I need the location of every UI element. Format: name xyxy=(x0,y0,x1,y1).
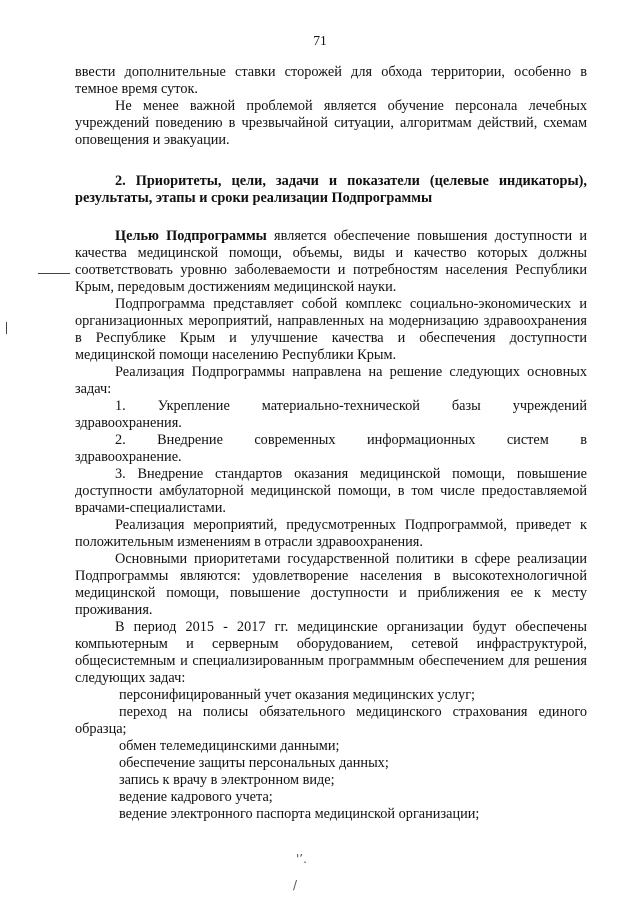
task-item: 3. Внедрение стандартов оказания медицинской помощи, повышение доступности амбулаторной медицинской помощи, в том числе предоставляемой врачами-специалистами. xyxy=(75,466,587,516)
paragraph: Основными приоритетами государственной политики в сфере реализации Подпрограммы являются: удовлетворение населения в высокотехнологичной медицинской помощи, повышение доступности и приближения ее к месту проживания. xyxy=(75,551,587,618)
goal-lead: Целью Подпрограммы xyxy=(115,228,267,244)
list-item: обеспечение защиты персональных данных; xyxy=(119,755,389,771)
list-item: запись к врачу в электронном виде; xyxy=(119,772,335,788)
scan-smudge: '’. xyxy=(296,852,307,866)
goal-text: является обеспечение повышения доступности и качества медицинской помощи, объемы, виды и качество которых должны соответствовать уровню заболеваемости и потребностям населения Республики Крым, передовым достижениям медицинской науки. xyxy=(75,228,587,295)
paragraph: В период 2015 - 2017 гг. медицинские организации будут обеспечены компьютерным и серверным оборудованием, сетевой инфраструктурой, общесистемным и специализированным программным обеспечением для решения следующих задач: xyxy=(75,619,587,686)
page-number: 71 xyxy=(313,33,327,48)
paragraph: Подпрограмма представляет собой комплекс социально-экономических и организационных мероприятий, направленных на модернизацию здравоохранения в Республике Крым и улучшение качества и обеспечения доступности медицинской помощи населению Республики Крым. xyxy=(75,296,587,363)
list-item: обмен телемедицинскими данными; xyxy=(119,738,340,754)
margin-dash-mark xyxy=(38,273,70,274)
list-item: персонифицированный учет оказания медицинских услуг; xyxy=(119,687,476,703)
paragraph: Реализация мероприятий, предусмотренных Подпрограммой, приведет к положительным изменениям в отрасли здравоохранения. xyxy=(75,517,587,550)
margin-tick-mark xyxy=(6,322,7,334)
paragraph: ввести дополнительные ставки сторожей для обхода территории, особенно в темное время суток. xyxy=(75,64,587,97)
paragraph: Не менее важной проблемой является обучение персонала лечебных учреждений поведению в чрезвычайной ситуации, алгоритмам действий, схемам оповещения и эвакуации. xyxy=(75,98,587,148)
list-item: ведение кадрового учета; xyxy=(119,789,273,805)
task-item: 1. Укрепление материально-технической базы учреждений здравоохранения. xyxy=(75,398,587,431)
document-body xyxy=(75,64,587,823)
list-item: переход на полисы обязательного медицинского страхования единого образца; xyxy=(75,704,587,737)
scan-smudge: / xyxy=(293,878,298,892)
section-heading: 2. Приоритеты, цели, задачи и показатели (целевые индикаторы), результаты, этапы и сроки реализации Подпрограммы xyxy=(75,173,587,206)
paragraph: Реализация Подпрограммы направлена на решение следующих основных задач: xyxy=(75,364,587,397)
list-item: ведение электронного паспорта медицинской организации; xyxy=(119,806,480,822)
task-item: 2. Внедрение современных информационных систем в здравоохранение. xyxy=(75,432,587,465)
paragraph-goal xyxy=(75,228,587,296)
